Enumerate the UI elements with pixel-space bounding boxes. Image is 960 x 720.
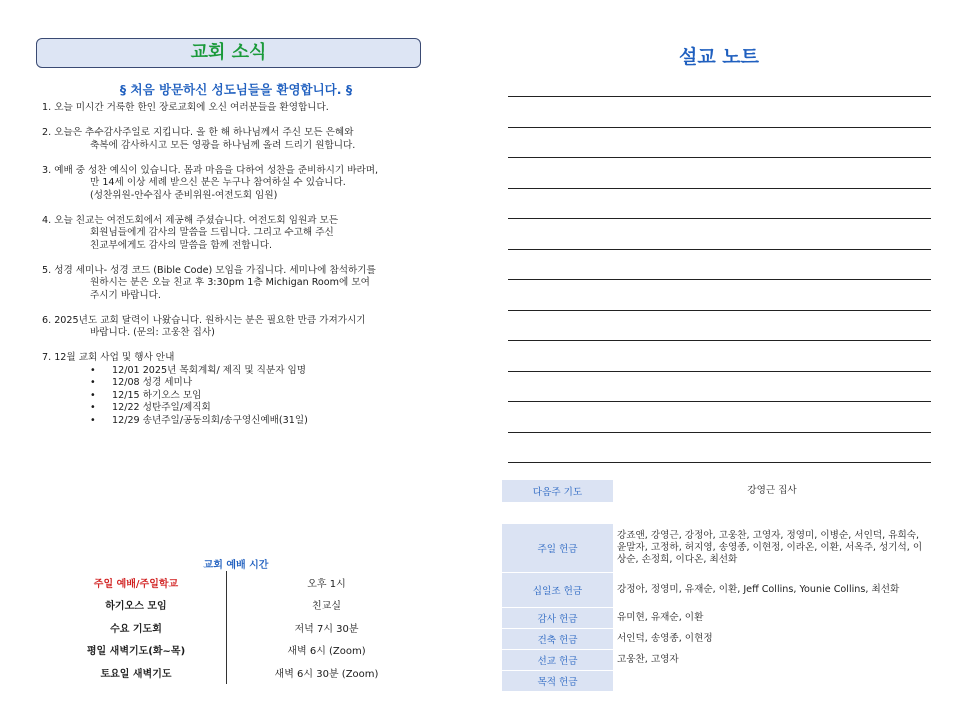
- news-title: 교회 소식: [36, 38, 421, 68]
- table-row: 건축 헌금 서인덕, 송영종, 이현정: [502, 629, 931, 650]
- schedule-item: • 12/01 2025년 목회계획/ 제직 및 직분자 임명: [90, 365, 442, 378]
- offering-table: [502, 524, 931, 692]
- note-line: [508, 96, 931, 127]
- welcome-heading: § 처음 방문하신 성도님들을 환영합니다. §: [119, 82, 353, 97]
- schedule-item: • 12/15 하기오스 모임: [90, 390, 442, 403]
- note-line: [508, 371, 931, 402]
- news-item-3: 3. 예배 중 성찬 예식이 있습니다. 몸과 마음을 다하여 성찬을 준비하시기 바라며, 만 14세 이상 세례 받으신 분은 누구나 참여하실 수 있습니다. (성찬위원-안수집사 준비위원-여전도회 임원): [42, 164, 379, 201]
- news-item-4: 4. 오늘 친교는 여전도회에서 제공해 주셨습니다. 여전도회 임원과 모든 회원님들에게 감사의 말씀을 드립니다. 그리고 수고해 주신 친교부에게도 감사의 말씀을 함께 전합니다.: [42, 214, 339, 251]
- note-line: [508, 218, 931, 249]
- news-item-6: 6. 2025년도 교회 달력이 나왔습니다. 원하시는 분은 필요한 만큼 가져가시기 바랍니다. (문의: 고웅찬 집사): [42, 314, 366, 338]
- news-item-5: 5. 성경 세미나- 성경 코드 (Bible Code) 모임을 가집니다. 세미나에 참석하기를 원하시는 분은 오늘 친교 후 3:30pm 1층 Michigan Room에 모여 주시기 바랍니다.: [42, 264, 376, 301]
- note-line: [508, 127, 931, 158]
- worship-title: 교회 예배 시간: [203, 560, 269, 571]
- note-line: [508, 340, 931, 371]
- table-row: 주일 예배/주일학교 오후 1시: [46, 571, 426, 594]
- table-row: 하기오스 모임 친교실: [46, 594, 426, 617]
- schedule-item: • 12/08 성경 세미나: [90, 377, 442, 390]
- prayer-table: [502, 480, 931, 502]
- note-line: [508, 249, 931, 280]
- sermon-title: 설교 노트: [678, 46, 760, 68]
- note-line: [508, 432, 931, 463]
- table-row: 십일조 헌금 강정아, 정영미, 유재순, 이환, Jeff Collins, Younie Collins, 최선화: [502, 573, 931, 608]
- worship-table: [46, 571, 426, 684]
- table-row: 목적 헌금: [502, 671, 931, 692]
- table-row: 다음주 기도 강영근 집사: [502, 480, 931, 502]
- table-row: 토요일 새벽기도 새벽 6시 30분 (Zoom): [46, 661, 426, 684]
- note-line: [508, 401, 931, 432]
- note-line: [508, 188, 931, 219]
- note-line: [508, 462, 931, 463]
- schedule-list: [90, 365, 442, 428]
- note-line: [508, 310, 931, 341]
- schedule-item: • 12/22 성탄주일/제직회: [90, 402, 442, 415]
- sermon-note-lines: [508, 96, 931, 463]
- schedule-item: • 12/29 송년주일/공동의회/송구영신예배(31일): [90, 415, 442, 428]
- table-row: 평일 새벽기도(화~목) 새벽 6시 (Zoom): [46, 639, 426, 662]
- table-row: 수요 기도회 저녁 7시 30분: [46, 616, 426, 639]
- table-row: 주일 헌금 강죠앤, 강영근, 강정아, 고웅찬, 고영자, 정영미, 이병순, 서인덕, 유희숙, 윤말자, 고정하, 허지영, 송영종, 이현정, 이라온, 이환, 서옥주, 성기석, 이상순, 손정희, 이다온, 최선화: [502, 524, 931, 573]
- note-line: [508, 157, 931, 188]
- news-item-7: 7. 12월 교회 사업 및 행사 안내 • 12/01 2025년 목회계획/ 제직 및 직분자 임명 • 12/08 성경 세미나 • 12/15 하기오스 모임 • 12/22 성탄주일/제직회 • 12/29 송년주일/공동의회/송구영신예배(31일): [42, 352, 442, 427]
- table-row: 선교 헌금 고웅찬, 고영자: [502, 650, 931, 671]
- news-item-1: 1. 오늘 미시간 거룩한 한인 장로교회에 오신 여러분들을 환영합니다.: [42, 102, 329, 113]
- note-line: [508, 279, 931, 310]
- news-list: [42, 102, 442, 440]
- table-row: 감사 헌금 유미현, 유재순, 이환: [502, 608, 931, 629]
- news-item-2: 2. 오늘은 추수감사주일로 지킵니다. 올 한 해 하나님께서 주신 모든 은혜와 축복에 감사하시고 모든 영광을 하나님께 올려 드리기 원합니다.: [42, 127, 356, 151]
